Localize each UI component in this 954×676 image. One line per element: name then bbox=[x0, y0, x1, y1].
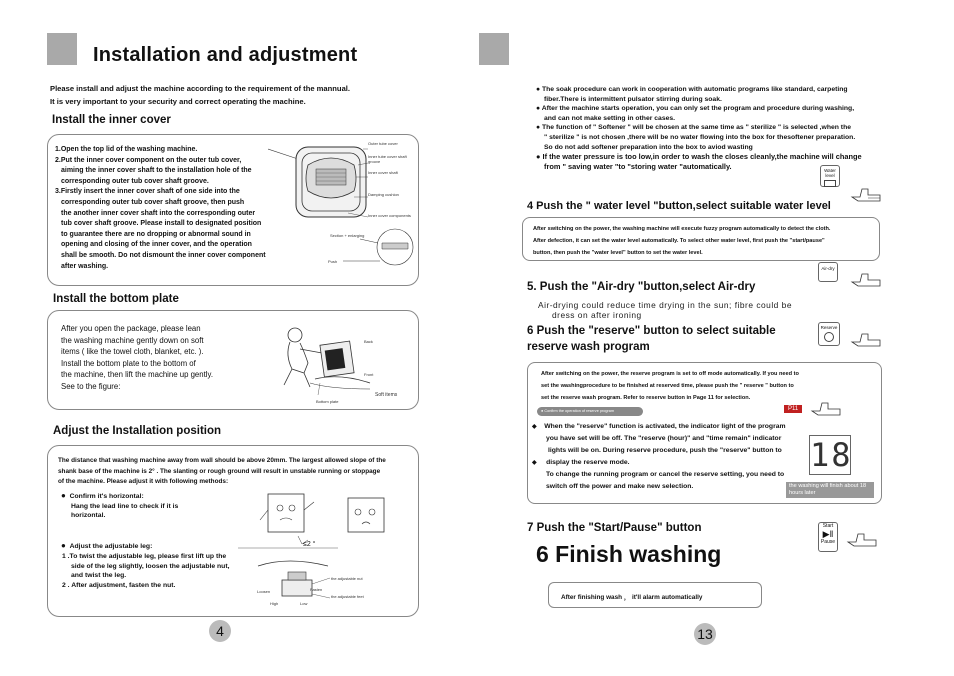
bullet-line: display the reserve mode. bbox=[546, 459, 630, 466]
note-line: The function of " Softener " will be chosen at the same time as " sterilize " is selected ,when the bbox=[542, 124, 852, 132]
label-low: Low bbox=[300, 601, 308, 606]
step-line: and twist the leg. bbox=[71, 572, 127, 580]
bullet-line: you have set will be off. The "reserve (hour)" and "time remain" indicator bbox=[546, 435, 782, 442]
text-line: See to the figure: bbox=[61, 381, 121, 391]
step-line: 1.Open the top lid of the washing machine. bbox=[55, 146, 198, 153]
page-title: Installation and adjustment bbox=[93, 44, 358, 66]
bullet-dot: ● bbox=[61, 491, 66, 500]
reserve-button-icon bbox=[818, 322, 840, 346]
bullet-dot: ● bbox=[536, 124, 541, 132]
note-item bbox=[536, 104, 881, 123]
label-inner-cover-components: Inner cover components bbox=[368, 213, 411, 218]
text-line: After switching on the power, the reserve program is set to off mode automatically. If you need to bbox=[541, 371, 799, 377]
label-adjustable-feet: the adjustable feet bbox=[331, 594, 364, 599]
step-line: corresponding outer tub cover shaft groove. bbox=[61, 177, 209, 185]
inner-cover-box bbox=[47, 134, 419, 286]
water-level-box bbox=[522, 217, 880, 261]
page-number-right: 13 bbox=[694, 623, 716, 645]
heading-line: reserve wash program bbox=[527, 341, 650, 353]
reserve-display: 18 bbox=[810, 436, 853, 474]
label-fasten: Fasten bbox=[310, 587, 323, 592]
intro-line: Please install and adjust the machine according to the requirement of the mannual. bbox=[50, 84, 351, 93]
step-line: to guarantee there are no dropping or abnormal sound in bbox=[61, 230, 251, 238]
heading-line: 6 Push the "reserve" button to select suitable bbox=[527, 325, 776, 337]
label-soft-items: Soft items bbox=[375, 392, 398, 398]
p11-tag: P11 bbox=[784, 405, 802, 413]
label-inner-cover-shaft: Inner cover shaft bbox=[368, 170, 398, 175]
label-outer-tube-cover: Outer tube cover bbox=[368, 141, 398, 146]
note-item bbox=[536, 123, 881, 152]
step-line: shall be smooth. Do not dismount the inner cover component bbox=[61, 251, 266, 259]
note-line: fiber.There is intermittent pulsator stirring during soak. bbox=[544, 95, 722, 103]
note-line: from " saving water "to "storing water "automatically. bbox=[544, 161, 732, 171]
label-back: Back bbox=[364, 339, 373, 344]
text-line: items ( like the towel cloth, blanket, etc. ). bbox=[61, 347, 204, 356]
adjust-steps bbox=[62, 552, 230, 590]
label-adjustable-nut: the adjustable nut bbox=[331, 576, 363, 581]
label-shaft-groove: Inner tube cover shaft groove bbox=[368, 154, 407, 164]
step-line: 2 . After adjustment, fasten the nut. bbox=[62, 581, 176, 589]
reserve-heading bbox=[527, 323, 776, 355]
bullet-line: horizontal. bbox=[71, 512, 106, 520]
bullet-dot: ● bbox=[536, 86, 541, 93]
text-line: set the washingprocedure to be finished at reserved time, please push the " reserve " button to bbox=[541, 383, 794, 389]
intro-line: It is very important to your security and correct operating the machine. bbox=[50, 96, 306, 106]
bullet-line: switch off the power and make new selection. bbox=[546, 483, 694, 490]
inner-cover-steps bbox=[55, 145, 270, 272]
label-bottom-plate: Bottom plate bbox=[316, 399, 339, 404]
bottom-plate-figure bbox=[270, 323, 380, 403]
step-line: corresponding outer tub cover shaft groove, then push bbox=[61, 198, 245, 206]
reserve-note: the washing will finish about 18 hours later bbox=[786, 482, 874, 498]
page-number-left: 4 bbox=[209, 620, 231, 642]
text-line: Install the bottom plate to the bottom of bbox=[61, 358, 196, 368]
angle-label: ≤2 ° bbox=[303, 541, 316, 548]
step-line: opening and closing of the inner cover, and the operation bbox=[61, 241, 252, 249]
position-heading: Adjust the Installation position bbox=[53, 425, 222, 437]
text-line: After switching on the power, the washing machine will execute fuzzy program automatically to detect the cloth. bbox=[533, 226, 831, 232]
bullet-horizontal bbox=[61, 491, 178, 521]
bullet-line: Hang the lead line to check if it is bbox=[71, 502, 179, 510]
intro bbox=[50, 83, 350, 108]
bullet-dot: ● bbox=[536, 105, 541, 113]
text-line: Air-drying could reduce time drying in the sun; fibre could be bbox=[538, 300, 792, 310]
note-line: So do not add softener preparation into the box to aviod wasting bbox=[544, 143, 753, 151]
label-front: Front bbox=[364, 372, 374, 377]
air-dry-heading: 5. Push the "Air-dry "button,select Air-dry bbox=[527, 281, 756, 293]
air-dry-icon-label: Air-dry bbox=[821, 266, 835, 271]
finish-box bbox=[548, 582, 762, 608]
note-line: If the water pressure is too low,in order to wash the closes cleanly,the machine will change bbox=[542, 152, 862, 162]
label-loosen: Loosen bbox=[257, 589, 271, 594]
bullet-dot: ● bbox=[61, 541, 66, 550]
bottom-plate-box bbox=[47, 310, 419, 410]
reserve-icon-label: Reserve bbox=[820, 325, 838, 330]
right-header-square bbox=[479, 33, 509, 65]
diamond-bullet: ◆ bbox=[532, 424, 537, 430]
water-level-icon-label: Water level bbox=[824, 168, 836, 178]
diamond-bullet: ◆ bbox=[532, 460, 537, 466]
reserve-box bbox=[527, 362, 882, 504]
play-pause-icon: ▶‖ bbox=[822, 529, 834, 539]
air-dry-button-icon bbox=[818, 262, 838, 282]
note-item bbox=[536, 85, 881, 104]
step-line: 3.Firstly insert the inner cover shaft of one side into the bbox=[55, 188, 240, 196]
bullet-title: Adjust the adjustable leg: bbox=[69, 543, 153, 550]
bullet-line: lights will be on. During reserve procedure, push the "reserve" button to bbox=[548, 447, 782, 454]
note-line: and can not make setting in other cases. bbox=[544, 114, 676, 122]
water-level-heading: 4 Push the " water level "button,select suitable water level bbox=[527, 200, 831, 212]
air-dry-text bbox=[538, 300, 792, 320]
finish-title: 6 Finish washing bbox=[536, 541, 722, 567]
text-line: set the reserve wash program. Refer to reserve button in Page 11 for selection. bbox=[541, 395, 751, 401]
start-label: Start bbox=[822, 523, 834, 529]
text-line: of the machine. Please adjust it with following methods: bbox=[58, 478, 229, 486]
bullet-title: Confirm it's horizontal: bbox=[69, 493, 144, 500]
step-line: tub cover shaft groove. Please install to designated position bbox=[61, 220, 262, 228]
step-line: 1 .To twist the adjustable leg, please first lift up the bbox=[62, 553, 227, 560]
pointing-hand-icon bbox=[810, 399, 844, 417]
level-indicator-icon bbox=[824, 180, 836, 187]
text-line: the machine, then lift the machine up gently. bbox=[61, 370, 213, 379]
inner-cover-heading: Install the inner cover bbox=[52, 114, 171, 126]
bullet-adjust-leg bbox=[61, 541, 152, 552]
position-text bbox=[58, 456, 416, 488]
water-level-text bbox=[533, 223, 830, 259]
step-line: the another inner cover shaft into the corresponding outer bbox=[61, 209, 256, 217]
label-high: High bbox=[270, 601, 279, 606]
water-level-button-icon bbox=[820, 165, 840, 187]
label-section: Section + enlarging bbox=[330, 233, 365, 238]
pointing-hand-icon bbox=[850, 330, 884, 348]
note-line: " sterilize " is not chosen ,there will be no water flowing into the box for thesoftener preparation. bbox=[544, 133, 856, 141]
pointing-hand-icon bbox=[846, 530, 880, 548]
pointing-hand-icon bbox=[850, 270, 884, 288]
left-header-square bbox=[47, 33, 77, 65]
note-line: After the machine starts operation, you can only set the program and procedure during washing, bbox=[541, 105, 855, 113]
start-pause-heading: 7 Push the "Start/Pause" button bbox=[527, 522, 702, 534]
notes-list bbox=[536, 85, 881, 171]
note-line: The soak procedure can work in cooperation with automatic programs like standard, carpeting bbox=[542, 86, 848, 93]
text-line: After defection, it can set the water level automatically. To select other water level, first push the "start/pause" bbox=[533, 238, 825, 244]
reserve-bullet bbox=[532, 421, 786, 493]
text-line: shank base of the machine is 2° . The slanting or rough ground will result in unstable running or stoppage bbox=[58, 467, 381, 475]
bottom-plate-heading: Install the bottom plate bbox=[53, 293, 179, 305]
finish-text: After finishing wash ， it'll alarm automatically bbox=[561, 594, 703, 601]
text-line: The distance that washing machine away from wall should be above 20mm. The largest allowed slope of the bbox=[58, 457, 386, 464]
confirm-text: Confirm the operation of reserve program bbox=[544, 409, 615, 413]
confirm-pill: ● Confirm the operation of reserve program bbox=[537, 407, 643, 416]
label-push: Push bbox=[328, 259, 338, 264]
start-pause-button-icon bbox=[818, 522, 838, 552]
text-line: the washing machine gently down on soft bbox=[61, 335, 204, 345]
step-line: after washing. bbox=[61, 262, 109, 270]
text-line: dress on after ironing bbox=[552, 310, 642, 320]
text-line: button, then push the "water level" button to set the water level. bbox=[533, 250, 703, 256]
clock-icon bbox=[824, 332, 834, 342]
pointing-hand-icon bbox=[850, 185, 884, 203]
text-line: After you open the package, please lean bbox=[61, 324, 201, 333]
step-line: 2.Put the inner cover component on the outer tub cover, bbox=[55, 156, 242, 164]
step-line: side of the leg slightly, loosen the adjustable nut, bbox=[71, 562, 230, 570]
bullet-line: When the "reserve" function is activated, the indicator light of the program bbox=[544, 423, 786, 430]
position-box bbox=[47, 445, 419, 617]
bottom-plate-text bbox=[61, 323, 213, 392]
label-damping-cushion: Damping cushion bbox=[368, 192, 399, 197]
bullet-dot: ● bbox=[536, 152, 541, 162]
step-line: aiming the inner cover shaft to the installation hole of the bbox=[61, 167, 252, 175]
bullet-line: To change the running program or cancel the reserve setting, you need to bbox=[546, 471, 785, 478]
pause-label: Pause bbox=[820, 539, 836, 545]
reserve-text bbox=[541, 368, 799, 404]
